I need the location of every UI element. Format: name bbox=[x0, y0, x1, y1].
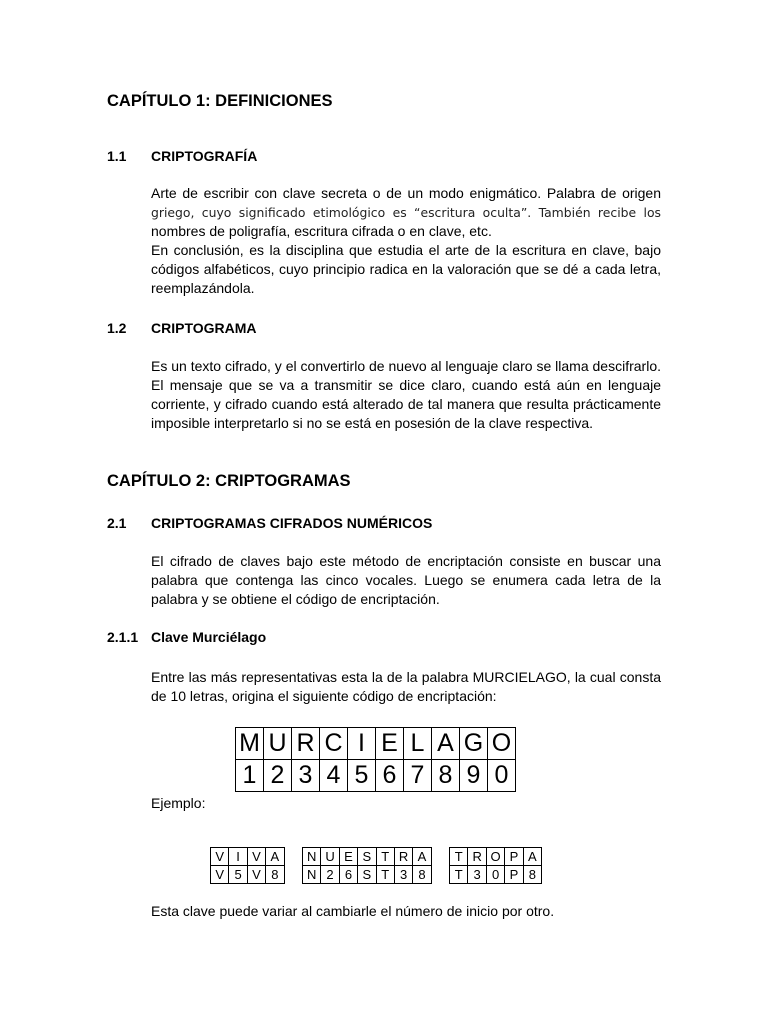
table-cell: U bbox=[321, 848, 339, 866]
paragraph-line: griego, cuyo significado etimológico es “escritura oculta”. También recibe los bbox=[151, 205, 661, 220]
table-cell bbox=[431, 866, 449, 884]
table-cell: U bbox=[264, 728, 292, 760]
table-cell: S bbox=[358, 848, 376, 866]
section-2-1-1-body bbox=[151, 668, 661, 706]
chapter-2-title: CAPÍTULO 2: CRIPTOGRAMAS bbox=[107, 472, 351, 490]
table-cell: A bbox=[266, 848, 284, 866]
table-cell: M bbox=[236, 728, 264, 760]
table-cell: O bbox=[488, 728, 516, 760]
table-cell: T bbox=[376, 866, 394, 884]
table-cell bbox=[284, 848, 302, 866]
example-label: Ejemplo: bbox=[151, 795, 206, 811]
table-cell: I bbox=[229, 848, 247, 866]
section-1-2-number: 1.2 bbox=[107, 320, 127, 336]
table-cell bbox=[431, 848, 449, 866]
murcielago-key-table bbox=[235, 727, 516, 792]
table-cell: 8 bbox=[432, 760, 460, 792]
section-2-1-number: 2.1 bbox=[107, 515, 127, 531]
table-cell: S bbox=[358, 866, 376, 884]
paragraph-line: reemplazándola. bbox=[151, 280, 255, 296]
table-cell: G bbox=[460, 728, 488, 760]
paragraph-line: Arte de escribir con clave secreta o de un modo enigmático. Palabra de origen bbox=[151, 185, 661, 201]
table-cell: V bbox=[247, 848, 265, 866]
section-1-1-body bbox=[151, 184, 661, 298]
paragraph-line: Es un texto cifrado, y el convertirlo de nuevo al lenguaje claro se llama descifrarlo. bbox=[151, 358, 661, 374]
table-cell: O bbox=[486, 848, 504, 866]
table-cell: 2 bbox=[264, 760, 292, 792]
table-cell: C bbox=[320, 728, 348, 760]
paragraph-line: palabra que contenga las cinco vocales. Luego se enumera cada letra de la bbox=[151, 572, 661, 588]
section-1-2-title: CRIPTOGRAMA bbox=[151, 320, 257, 336]
table-cell: 2 bbox=[321, 866, 339, 884]
table-cell: L bbox=[404, 728, 432, 760]
table-cell: A bbox=[413, 848, 431, 866]
paragraph-line: códigos alfabéticos, cuyo principio radica en la valoración que se dé a cada letra, bbox=[151, 261, 661, 277]
table-cell: I bbox=[348, 728, 376, 760]
paragraph-line: El mensaje que se va a transmitir se dice claro, cuando está aún en lenguaje bbox=[151, 377, 661, 393]
table-cell: T bbox=[450, 848, 468, 866]
table-cell: 4 bbox=[320, 760, 348, 792]
section-2-1-1-title: Clave Murciélago bbox=[151, 629, 267, 645]
table-cell bbox=[284, 866, 302, 884]
table-cell: 0 bbox=[486, 866, 504, 884]
paragraph-line: El cifrado de claves bajo este método de encriptación consiste en buscar una bbox=[151, 553, 661, 569]
plain-row bbox=[211, 848, 542, 866]
table-cell: E bbox=[376, 728, 404, 760]
paragraph-line: Entre las más representativas esta la de la palabra MURCIELAGO, la cual consta bbox=[151, 669, 661, 685]
paragraph-line: palabra y se obtiene el código de encriptación. bbox=[151, 591, 440, 607]
section-2-1-body bbox=[151, 552, 661, 609]
section-1-2-body bbox=[151, 357, 661, 433]
table-cell: 0 bbox=[488, 760, 516, 792]
table-cell: 6 bbox=[376, 760, 404, 792]
table-cell: E bbox=[339, 848, 357, 866]
table-cell: 1 bbox=[236, 760, 264, 792]
table-cell: A bbox=[432, 728, 460, 760]
table-cell: N bbox=[302, 866, 320, 884]
table-cell: T bbox=[376, 848, 394, 866]
table-cell: A bbox=[523, 848, 541, 866]
table-cell: 9 bbox=[460, 760, 488, 792]
example-table bbox=[210, 847, 542, 884]
cipher-row bbox=[211, 866, 542, 884]
table-cell: 3 bbox=[468, 866, 486, 884]
key-letters-row bbox=[236, 728, 516, 760]
table-cell: R bbox=[292, 728, 320, 760]
table-cell: T bbox=[450, 866, 468, 884]
table-cell: 3 bbox=[292, 760, 320, 792]
paragraph-line: imposible interpretarlo si no se está en posesión de la clave respectiva. bbox=[151, 415, 594, 431]
section-1-1-number: 1.1 bbox=[107, 148, 127, 164]
paragraph-line: nombres de poligrafía, escritura cifrada o en clave, etc. bbox=[151, 223, 492, 239]
key-digits-row bbox=[236, 760, 516, 792]
paragraph-line: de 10 letras, origina el siguiente código de encriptación: bbox=[151, 688, 497, 704]
table-cell: 5 bbox=[348, 760, 376, 792]
table-cell: 8 bbox=[266, 866, 284, 884]
table-cell: P bbox=[505, 848, 523, 866]
table-cell: V bbox=[211, 848, 229, 866]
paragraph-line: En conclusión, es la disciplina que estudia el arte de la escritura en clave, bajo bbox=[151, 242, 661, 258]
section-2-1-title: CRIPTOGRAMAS CIFRADOS NUMÉRICOS bbox=[151, 515, 433, 531]
closing-text: Esta clave puede variar al cambiarle el número de inicio por otro. bbox=[151, 903, 555, 919]
table-cell: 8 bbox=[523, 866, 541, 884]
table-cell: P bbox=[505, 866, 523, 884]
table-cell: N bbox=[302, 848, 320, 866]
section-1-1-title: CRIPTOGRAFÍA bbox=[151, 148, 258, 164]
table-cell: 7 bbox=[404, 760, 432, 792]
table-cell: 8 bbox=[413, 866, 431, 884]
table-cell: V bbox=[211, 866, 229, 884]
section-2-1-1-number: 2.1.1 bbox=[107, 629, 139, 645]
table-cell: 6 bbox=[339, 866, 357, 884]
table-cell: R bbox=[394, 848, 412, 866]
table-cell: 5 bbox=[229, 866, 247, 884]
paragraph-line: corriente, y cifrado cuando está alterado de tal manera que resulta prácticamente bbox=[151, 396, 661, 412]
table-cell: R bbox=[468, 848, 486, 866]
table-cell: 3 bbox=[394, 866, 412, 884]
table-cell: V bbox=[247, 866, 265, 884]
chapter-1-title: CAPÍTULO 1: DEFINICIONES bbox=[107, 92, 333, 110]
